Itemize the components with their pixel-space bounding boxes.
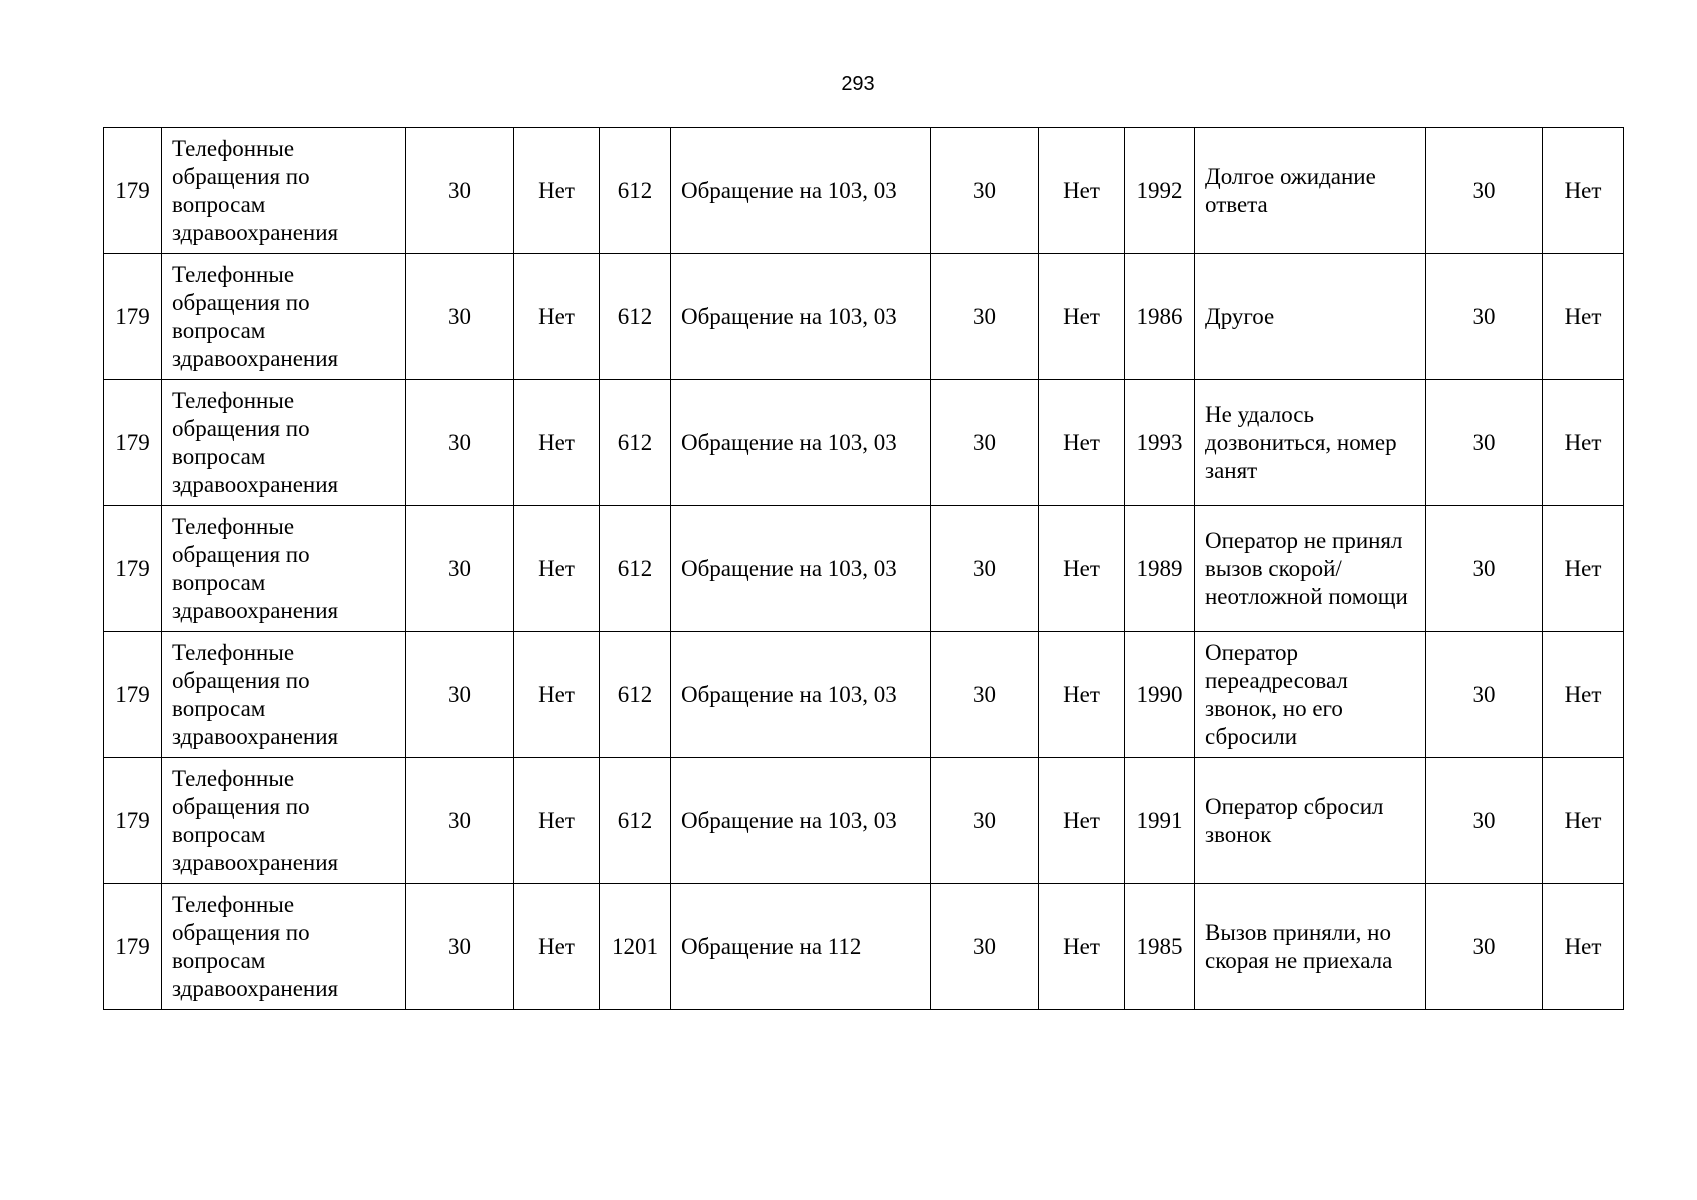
cell-id: 179 bbox=[104, 254, 162, 380]
cell-sub-days: 30 bbox=[931, 632, 1039, 758]
cell-reason-flag: Нет bbox=[1543, 884, 1624, 1010]
cell-sub-flag: Нет bbox=[1039, 758, 1125, 884]
cell-flag: Нет bbox=[514, 128, 600, 254]
cell-reason-days: 30 bbox=[1426, 128, 1543, 254]
cell-sub-days: 30 bbox=[931, 506, 1039, 632]
cell-sub-flag: Нет bbox=[1039, 506, 1125, 632]
cell-reason-id: 1986 bbox=[1125, 254, 1195, 380]
table-row bbox=[104, 884, 1624, 1010]
cell-reason-id: 1993 bbox=[1125, 380, 1195, 506]
cell-reason-days: 30 bbox=[1426, 506, 1543, 632]
cell-reason-id: 1991 bbox=[1125, 758, 1195, 884]
cell-flag: Нет bbox=[514, 632, 600, 758]
cell-id: 179 bbox=[104, 506, 162, 632]
cell-reason-days: 30 bbox=[1426, 632, 1543, 758]
cell-days: 30 bbox=[406, 506, 514, 632]
cell-reason-id: 1985 bbox=[1125, 884, 1195, 1010]
cell-reason-days: 30 bbox=[1426, 254, 1543, 380]
cell-category: Телефонные обращения по вопросам здравоохранения bbox=[162, 632, 406, 758]
cell-reason: Не удалось дозвониться, номер занят bbox=[1195, 380, 1426, 506]
table-row bbox=[104, 128, 1624, 254]
cell-reason-id: 1990 bbox=[1125, 632, 1195, 758]
table-row bbox=[104, 506, 1624, 632]
cell-subcategory: Обращение на 103, 03 bbox=[671, 254, 931, 380]
cell-subcategory: Обращение на 112 bbox=[671, 884, 931, 1010]
cell-sub-id: 612 bbox=[600, 380, 671, 506]
cell-reason: Оператор переадресовал звонок, но его сбросили bbox=[1195, 632, 1426, 758]
table-row bbox=[104, 758, 1624, 884]
cell-days: 30 bbox=[406, 884, 514, 1010]
cell-sub-days: 30 bbox=[931, 380, 1039, 506]
cell-subcategory: Обращение на 103, 03 bbox=[671, 758, 931, 884]
cell-reason: Другое bbox=[1195, 254, 1426, 380]
table-row bbox=[104, 632, 1624, 758]
cell-sub-days: 30 bbox=[931, 758, 1039, 884]
cell-reason-days: 30 bbox=[1426, 380, 1543, 506]
cell-category: Телефонные обращения по вопросам здравоохранения bbox=[162, 128, 406, 254]
cell-flag: Нет bbox=[514, 506, 600, 632]
cell-flag: Нет bbox=[514, 758, 600, 884]
cell-sub-flag: Нет bbox=[1039, 632, 1125, 758]
cell-category: Телефонные обращения по вопросам здравоохранения bbox=[162, 884, 406, 1010]
cell-category: Телефонные обращения по вопросам здравоохранения bbox=[162, 254, 406, 380]
cell-sub-id: 612 bbox=[600, 506, 671, 632]
cell-reason-flag: Нет bbox=[1543, 632, 1624, 758]
cell-days: 30 bbox=[406, 254, 514, 380]
cell-days: 30 bbox=[406, 380, 514, 506]
table-row bbox=[104, 380, 1624, 506]
cell-sub-days: 30 bbox=[931, 254, 1039, 380]
cell-sub-flag: Нет bbox=[1039, 128, 1125, 254]
cell-sub-days: 30 bbox=[931, 884, 1039, 1010]
cell-reason-days: 30 bbox=[1426, 758, 1543, 884]
table-body bbox=[104, 128, 1624, 1010]
cell-sub-flag: Нет bbox=[1039, 254, 1125, 380]
cell-sub-days: 30 bbox=[931, 128, 1039, 254]
cell-reason-days: 30 bbox=[1426, 884, 1543, 1010]
cell-sub-id: 612 bbox=[600, 254, 671, 380]
cell-id: 179 bbox=[104, 884, 162, 1010]
cell-sub-flag: Нет bbox=[1039, 380, 1125, 506]
cell-subcategory: Обращение на 103, 03 bbox=[671, 380, 931, 506]
cell-reason-id: 1992 bbox=[1125, 128, 1195, 254]
cell-reason: Вызов приняли, но скорая не приехала bbox=[1195, 884, 1426, 1010]
table-row bbox=[104, 254, 1624, 380]
cell-subcategory: Обращение на 103, 03 bbox=[671, 128, 931, 254]
cell-reason-id: 1989 bbox=[1125, 506, 1195, 632]
cell-reason-flag: Нет bbox=[1543, 506, 1624, 632]
cell-sub-id: 612 bbox=[600, 632, 671, 758]
cell-sub-flag: Нет bbox=[1039, 884, 1125, 1010]
cell-id: 179 bbox=[104, 128, 162, 254]
cell-flag: Нет bbox=[514, 254, 600, 380]
cell-id: 179 bbox=[104, 632, 162, 758]
cell-reason: Оператор не принял вызов скорой/неотложной помощи bbox=[1195, 506, 1426, 632]
cell-reason-flag: Нет bbox=[1543, 254, 1624, 380]
cell-reason-flag: Нет bbox=[1543, 128, 1624, 254]
page-number: 293 bbox=[841, 73, 875, 95]
cell-id: 179 bbox=[104, 758, 162, 884]
cell-category: Телефонные обращения по вопросам здравоохранения bbox=[162, 506, 406, 632]
cell-subcategory: Обращение на 103, 03 bbox=[671, 632, 931, 758]
cell-sub-id: 612 bbox=[600, 128, 671, 254]
cell-days: 30 bbox=[406, 128, 514, 254]
cell-reason: Долгое ожидание ответа bbox=[1195, 128, 1426, 254]
data-table bbox=[103, 127, 1624, 1010]
cell-subcategory: Обращение на 103, 03 bbox=[671, 506, 931, 632]
cell-reason-flag: Нет bbox=[1543, 380, 1624, 506]
cell-sub-id: 612 bbox=[600, 758, 671, 884]
cell-id: 179 bbox=[104, 380, 162, 506]
cell-sub-id: 1201 bbox=[600, 884, 671, 1010]
cell-category: Телефонные обращения по вопросам здравоохранения bbox=[162, 758, 406, 884]
cell-flag: Нет bbox=[514, 380, 600, 506]
cell-days: 30 bbox=[406, 758, 514, 884]
cell-category: Телефонные обращения по вопросам здравоохранения bbox=[162, 380, 406, 506]
cell-reason: Оператор сбросил звонок bbox=[1195, 758, 1426, 884]
cell-days: 30 bbox=[406, 632, 514, 758]
cell-flag: Нет bbox=[514, 884, 600, 1010]
cell-reason-flag: Нет bbox=[1543, 758, 1624, 884]
